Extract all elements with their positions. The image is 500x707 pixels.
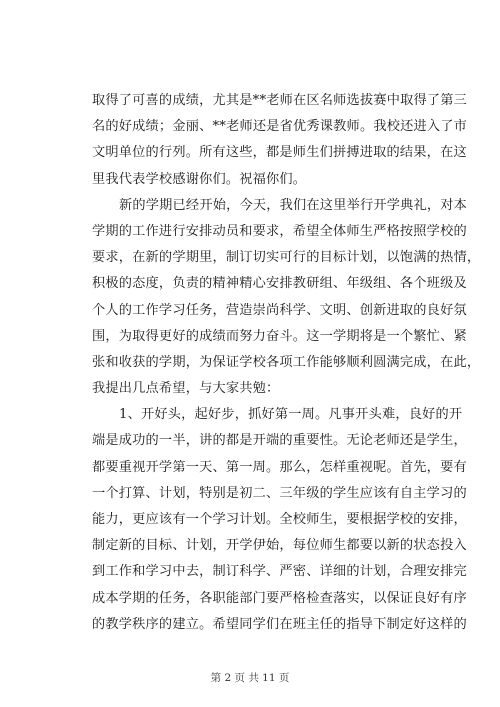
text-line: 新的学期已经开始，今天，我们在这里举行开学典礼，对本	[119, 197, 468, 213]
text-line: 成本学期的任务，各职能部门要严格检查落实，以保证良好有序	[92, 590, 467, 606]
text-line: 积极的态度，负责的精神精心安排教研组、年级组、各个班级及	[92, 276, 467, 292]
text-line: 到工作和学习中去，制订科学、严密、详细的计划，合理安排完	[92, 564, 467, 580]
text-line: 里我代表学校感谢你们。祝福你们。	[92, 171, 307, 187]
text-line: 要求，在新的学期里，制订切实可行的目标计划，以饱满的热情，	[92, 250, 481, 266]
document-body	[92, 88, 481, 638]
text-line: 能力，更应该有一个学习计划。全校师生，要根据学校的安排，	[92, 512, 467, 527]
text-line: 一个打算、计划，特别是初二、三年级的学生应该有自主学习的	[92, 485, 467, 501]
text-line: 我提出几点希望，与大家共勉：	[92, 381, 280, 397]
text-line: 取得了可喜的成绩，尤其是**老师在区名师选拔赛中取得了第三	[92, 93, 468, 108]
text-line: 个人的工作学习任务，营造崇尚科学、文明、创新进取的良好氛	[92, 302, 467, 318]
text-line: 都要重视开学第一天、第一周。那么，怎样重视呢。首先，要有	[92, 459, 467, 475]
text-line: 1、开好头，起好步，抓好第一周。凡事开头难，良好的开	[119, 407, 463, 423]
page-footer: 第 2 页 共 11 页	[210, 672, 290, 684]
text-line: 的教学秩序的建立。希望同学们在班主任的指导下制定好这样的	[92, 616, 467, 632]
text-line: 学期的工作进行安排动员和要求，希望全体师生严格按照学校的	[92, 223, 467, 239]
text-line: 名的好成绩；金丽、**老师还是省优秀课教师。我校还进入了市	[92, 119, 468, 135]
text-line: 端是成功的一半，讲的都是开端的重要性。无论老师还是学生，	[92, 433, 467, 449]
text-line: 文明单位的行列。所有这些，都是师生们拼搏进取的结果，在这	[92, 145, 467, 161]
text-line: 围，为取得更好的成绩而努力奋斗。这一学期将是一个繁忙、紧	[92, 328, 467, 344]
text-line: 制定新的目标、计划，开学伊始，每位师生都要以新的状态投入	[92, 538, 467, 554]
text-line: 张和收获的学期，为保证学校各项工作能够顺利圆满完成，在此，	[92, 354, 481, 370]
